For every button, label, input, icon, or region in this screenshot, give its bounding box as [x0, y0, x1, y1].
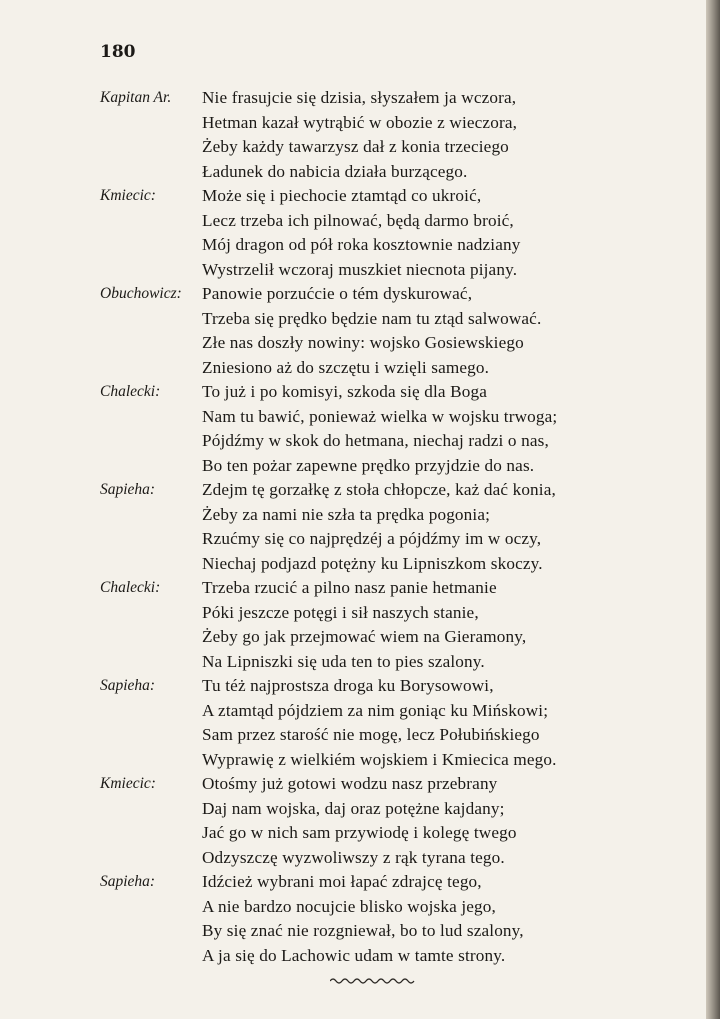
- verse-line: Panowie porzućcie o tém dyskurować,: [202, 284, 473, 303]
- verse-line: Idźcież wybrani moi łapać zdrajcę tego,: [202, 872, 482, 891]
- speech-block: [100, 576, 660, 674]
- verse-line: Może się i piechocie ztamtąd co ukroić,: [202, 186, 482, 205]
- speech-block: [100, 870, 660, 968]
- verse-line: Otośmy już gotowi wodzu nasz przebrany: [202, 774, 498, 793]
- verse-line: Zniesiono aż do szczętu i wzięli samego.: [202, 357, 490, 377]
- speech-block: [100, 282, 660, 380]
- verse-line: Jać go w nich sam przywiodę i kolegę twego: [202, 823, 517, 842]
- verse-line: Zdejm tę gorzałkę z stoła chłopcze, każ dać konia,: [202, 480, 556, 499]
- speaker-name: Sapieha:: [100, 677, 156, 694]
- verse-lines: [202, 380, 660, 478]
- verse-line: Tu téż najprostsza droga ku Borysowowi,: [202, 676, 494, 695]
- verse-line: Trzeba się prędko będzie nam tu ztąd salwować.: [202, 308, 542, 328]
- speaker-name: Kmiecic:: [100, 187, 156, 204]
- verse-line: Póki jeszcze potęgi i sił naszych stanie,: [202, 602, 479, 622]
- verse-lines: [202, 576, 660, 674]
- speaker-name: Kmiecic:: [100, 775, 156, 792]
- speech-block: [100, 184, 660, 282]
- page-edge: [706, 0, 720, 1019]
- verse-line: Trzeba rzucić a pilno nasz panie hetmanie: [202, 578, 497, 597]
- speech-block: [100, 478, 660, 576]
- verse-line: To już i po komisyi, szkoda się dla Boga: [202, 382, 488, 401]
- verse-line: Ładunek do nabicia działa burzącego.: [202, 161, 468, 181]
- speech-block: [100, 86, 660, 184]
- speech-block: [100, 772, 660, 870]
- speaker-name: Chalecki:: [100, 579, 161, 596]
- verse-line: Żeby go jak przejmować wiem na Gieramony,: [202, 627, 527, 646]
- verse-line: Mój dragon od pół roka kosztownie nadziany: [202, 235, 521, 254]
- verse-line: Nam tu bawić, ponieważ wielka w wojsku trwoga;: [202, 406, 558, 426]
- verse-lines: [202, 282, 660, 380]
- verse-line: Bo ten pożar zapewne prędko przyjdzie do nas.: [202, 455, 535, 475]
- verse-line: Złe nas doszły nowiny: wojsko Gosiewskiego: [202, 333, 524, 352]
- verse-lines: [202, 870, 660, 968]
- speaker-name: Sapieha:: [100, 481, 156, 498]
- verse-lines: [202, 86, 660, 184]
- verse-lines: [202, 184, 660, 282]
- speaker-name: Chalecki:: [100, 383, 161, 400]
- page-number: 180: [100, 42, 136, 62]
- verse-line: Żeby każdy tawarzysz dał z konia trzeciego: [202, 137, 509, 156]
- speech-block: [100, 674, 660, 772]
- verse-line: A ztamtąd pójdziem za nim goniąc ku Mińskowi;: [202, 700, 549, 720]
- verse-line: Na Lipniszki się uda ten to pies szalony.: [202, 651, 485, 671]
- verse-line: Daj nam wojska, daj oraz potężne kajdany;: [202, 798, 505, 818]
- verse-line: A nie bardzo nocujcie blisko wojska jego,: [202, 896, 496, 916]
- ornament-divider: [330, 975, 416, 987]
- dialogue: [100, 86, 660, 968]
- speaker-name: Obuchowicz:: [100, 285, 182, 302]
- verse-line: By się znać nie rozgniewał, bo to lud szalony,: [202, 921, 524, 940]
- verse-line: Hetman kazał wytrąbić w obozie z wieczora,: [202, 112, 518, 132]
- verse-line: Niechaj podjazd potężny ku Lipniszkom skoczy.: [202, 553, 543, 573]
- verse-line: Nie frasujcie się dzisia, słyszałem ja wczora,: [202, 88, 517, 107]
- verse-line: Wyprawię z wielkiém wojskiem i Kmiecica mego.: [202, 749, 557, 769]
- verse-line: Żeby za nami nie szła ta prędka pogonia;: [202, 504, 491, 524]
- verse-lines: [202, 478, 660, 576]
- verse-lines: [202, 772, 660, 870]
- verse-line: Odzyszczę wyzwoliwszy z rąk tyrana tego.: [202, 847, 505, 867]
- verse-line: Wystrzelił wczoraj muszkiet niecnota pijany.: [202, 259, 518, 279]
- verse-line: Lecz trzeba ich pilnować, będą darmo broić,: [202, 210, 514, 230]
- speaker-name: Kapitan Ar.: [100, 89, 172, 106]
- speaker-name: Sapieha:: [100, 873, 156, 890]
- verse-line: A ja się do Lachowic udam w tamte strony.: [202, 945, 506, 965]
- verse-line: Sam przez starość nie mogę, lecz Połubińskiego: [202, 725, 540, 744]
- verse-lines: [202, 674, 660, 772]
- verse-line: Rzućmy się co najprędzéj a pójdźmy im w oczy,: [202, 529, 542, 548]
- verse-line: Pójdźmy w skok do hetmana, niechaj radzi o nas,: [202, 431, 549, 450]
- speech-block: [100, 380, 660, 478]
